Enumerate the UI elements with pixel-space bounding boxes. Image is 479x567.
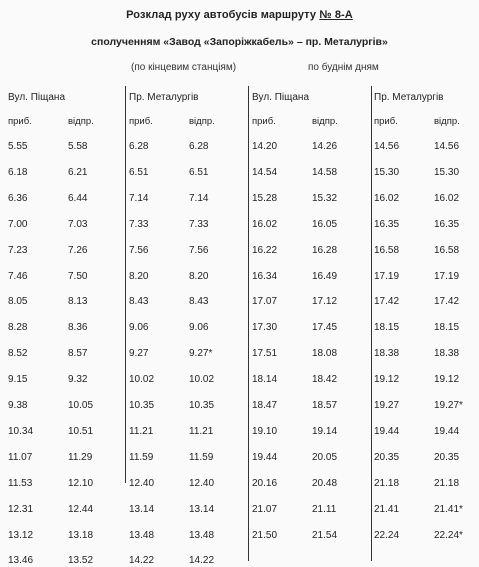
departure-time: 11.59: [189, 451, 214, 463]
departure-time: 11.29: [68, 451, 93, 463]
arrival-time: 20.16: [252, 477, 278, 489]
arrival-time: 11.07: [8, 451, 33, 463]
arrival-time: 17.19: [374, 270, 400, 282]
departure-time: 10.51: [68, 425, 94, 437]
arrival-time: 8.28: [8, 322, 28, 334]
arrival-time: 10.35: [129, 400, 155, 411]
arrival-time: 18.14: [252, 374, 278, 386]
departure-time: 9.32: [68, 374, 88, 386]
arrival-time: 8.43: [129, 296, 149, 308]
arrival-time: 8.52: [8, 348, 28, 360]
departure-time: 21.11: [312, 503, 337, 515]
note-weekdays: по буднім дням: [308, 62, 379, 73]
arrival-time: 7.46: [8, 270, 28, 282]
arrival-time: 18.38: [374, 348, 400, 360]
departure-time: 7.33: [189, 218, 209, 230]
departure-time: 16.58: [434, 244, 460, 256]
arrival-time: 6.28: [129, 141, 149, 152]
arrival-time: 7.33: [129, 218, 149, 230]
departure-time: 15.30: [434, 166, 460, 178]
arrival-time: 9.15: [8, 374, 28, 386]
arrival-time: 19.44: [374, 425, 400, 437]
arrival-time: 13.12: [8, 529, 34, 541]
departure-time: 17.19: [434, 270, 460, 282]
arrival-time: 16.58: [374, 244, 400, 256]
departure-time: 8.13: [68, 296, 88, 308]
arrival-time: 11.53: [8, 477, 33, 489]
departure-time: 20.48: [312, 477, 338, 489]
departure-time: 16.05: [312, 218, 338, 230]
arrival-time: 7.56: [129, 244, 149, 256]
title-prefix: Розклад руху автобусів маршруту: [126, 9, 320, 21]
departure-time: 11.21: [189, 425, 214, 437]
column-divider: [125, 86, 126, 483]
arrival-time: 11.21: [129, 425, 154, 437]
arrival-time: 6.51: [129, 166, 149, 178]
departure-time: 13.14: [189, 503, 215, 515]
arrival-time: 9.06: [129, 322, 149, 334]
arrival-time: 16.22: [252, 244, 278, 256]
departure-time: 18.42: [312, 374, 338, 386]
departure-time: 19.44: [434, 425, 460, 437]
arrival-time: 15.30: [374, 166, 400, 178]
departure-time: 14.58: [312, 166, 338, 178]
arrival-time: 7.14: [129, 192, 149, 204]
departure-time: 9.06: [189, 322, 209, 334]
arrival-time: 20.35: [374, 451, 400, 463]
arrival-time: 22.24: [374, 529, 400, 541]
column-divider: [371, 86, 372, 561]
departure-time: 8.36: [68, 322, 88, 334]
arrival-time: 12.31: [8, 503, 34, 515]
departure-time: 6.44: [68, 192, 88, 204]
arrival-time: 14.22: [129, 555, 155, 567]
departure-time: 14.26: [312, 141, 338, 152]
stop-b-header: Пр. Металургів: [374, 92, 444, 103]
departure-time: 6.51: [189, 166, 209, 178]
departure-time: 19.12: [434, 374, 460, 386]
arrival-time: 6.18: [8, 166, 28, 178]
arrival-time: 10.34: [8, 425, 34, 437]
arrival-time: 10.02: [129, 374, 155, 386]
departure-time: 7.14: [189, 192, 209, 204]
departure-time: 16.02: [434, 192, 460, 204]
arrival-time: 16.34: [252, 270, 278, 282]
depart-header: відпр.: [189, 116, 215, 127]
column-divider: [248, 86, 249, 561]
departure-time: 18.38: [434, 348, 460, 360]
depart-header: відпр.: [68, 116, 94, 127]
arrival-time: 17.30: [252, 322, 278, 334]
departure-time: 20.35: [434, 451, 460, 463]
departure-time: 12.44: [68, 503, 94, 515]
arrive-header: приб.: [252, 116, 276, 127]
departure-time: 13.18: [68, 529, 94, 541]
arrival-time: 9.27: [129, 348, 149, 360]
departure-time: 7.50: [68, 270, 88, 282]
arrival-time: 18.15: [374, 322, 400, 334]
departure-time: 10.05: [68, 400, 94, 411]
schedule-title: [0, 9, 479, 21]
arrival-time: 13.14: [129, 503, 155, 515]
arrival-time: 8.05: [8, 296, 28, 308]
departure-time: 16.28: [312, 244, 338, 256]
arrival-time: 11.59: [129, 451, 154, 463]
arrival-time: 7.00: [8, 218, 28, 230]
departure-time: 15.32: [312, 192, 338, 204]
departure-time: 6.21: [68, 166, 88, 178]
arrive-header: приб.: [8, 116, 32, 127]
arrival-time: 7.23: [8, 244, 28, 256]
arrival-time: 14.56: [374, 141, 400, 152]
departure-time: 21.41*: [434, 503, 463, 515]
arrival-time: 17.51: [252, 348, 278, 360]
departure-time: 5.58: [68, 141, 88, 152]
departure-time: 18.57: [312, 400, 338, 411]
departure-time: 17.45: [312, 322, 338, 334]
departure-time: 17.42: [434, 296, 460, 308]
arrive-header: приб.: [374, 116, 398, 127]
stop-b-header: Пр. Металургів: [129, 92, 199, 103]
arrival-time: 16.02: [374, 192, 400, 204]
departure-time: 8.20: [189, 270, 209, 282]
arrival-time: 9.38: [8, 400, 28, 411]
note-terminal-stations: (по кінцевим станціям): [131, 62, 237, 73]
stop-a-header: Вул. Піщана: [8, 92, 66, 103]
arrival-time: 19.27: [374, 400, 400, 411]
departure-time: 18.15: [434, 322, 460, 334]
arrival-time: 21.41: [374, 503, 400, 515]
arrival-time: 15.28: [252, 192, 278, 204]
departure-time: 8.43: [189, 296, 209, 308]
arrival-time: 8.20: [129, 270, 149, 282]
departure-time: 17.12: [312, 296, 338, 308]
route-number: № 8-А: [319, 9, 353, 21]
arrival-time: 19.44: [252, 451, 278, 463]
depart-header: відпр.: [312, 116, 338, 127]
depart-header: відпр.: [434, 116, 460, 127]
arrival-time: 19.12: [374, 374, 400, 386]
departure-time: 10.02: [189, 374, 215, 386]
arrival-time: 6.36: [8, 192, 28, 204]
stop-a-header: Вул. Піщана: [252, 92, 310, 103]
departure-time: 21.54: [312, 529, 338, 541]
arrival-time: 13.46: [8, 555, 34, 567]
departure-time: 18.08: [312, 348, 338, 360]
arrive-header: приб.: [129, 116, 153, 127]
departure-time: 19.14: [312, 425, 338, 437]
departure-time: 16.49: [312, 270, 338, 282]
arrival-time: 12.40: [129, 477, 155, 489]
arrival-time: 21.07: [252, 503, 278, 515]
arrival-time: 14.20: [252, 141, 278, 152]
arrival-time: 13.48: [129, 529, 155, 541]
departure-time: 12.40: [189, 477, 215, 489]
arrival-time: 14.54: [252, 166, 278, 178]
arrival-time: 16.35: [374, 218, 400, 230]
departure-time: 19.27*: [434, 400, 463, 411]
arrival-time: 19.10: [252, 425, 278, 437]
departure-time: 14.22: [189, 555, 215, 567]
departure-time: 12.10: [68, 477, 94, 489]
arrival-time: 5.55: [8, 141, 28, 152]
departure-time: 13.48: [189, 529, 215, 541]
departure-time: 10.35: [189, 400, 215, 411]
arrival-time: 16.02: [252, 218, 278, 230]
arrival-time: 17.07: [252, 296, 278, 308]
arrival-time: 18.47: [252, 400, 278, 411]
departure-time: 22.24*: [434, 529, 463, 541]
departure-time: 20.05: [312, 451, 338, 463]
arrival-time: 21.18: [374, 477, 400, 489]
departure-time: 6.28: [189, 141, 209, 152]
departure-time: 7.56: [189, 244, 209, 256]
departure-time: 8.57: [68, 348, 88, 360]
departure-time: 21.18: [434, 477, 460, 489]
schedule-subtitle: сполученням «Завод «Запоріжкабель» – пр. Металургів»: [91, 36, 388, 48]
arrival-time: 17.42: [374, 296, 400, 308]
departure-time: 13.52: [68, 555, 94, 567]
departure-time: 16.35: [434, 218, 460, 230]
departure-time: 9.27*: [189, 348, 213, 360]
departure-time: 7.26: [68, 244, 88, 256]
departure-time: 14.56: [434, 141, 460, 152]
departure-time: 7.03: [68, 218, 88, 230]
arrival-time: 21.50: [252, 529, 278, 541]
